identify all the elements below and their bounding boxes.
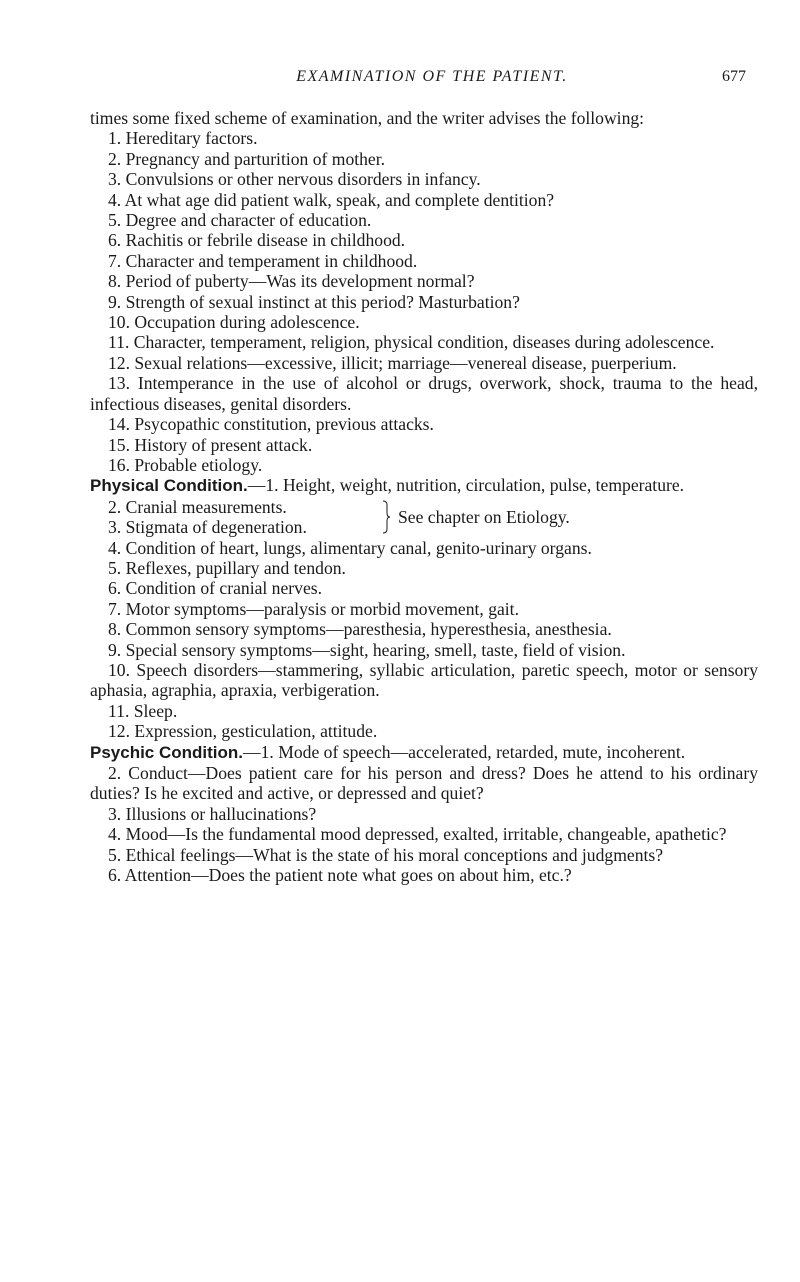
physical-item: 4. Condition of heart, lungs, alimentary canal, genito-urinary organs.: [108, 537, 592, 558]
physical-item: 5. Reflexes, pupillary and tendon.: [108, 557, 346, 578]
history-item: 11. Character, temperament, religion, physical condition, diseases during adolescence.: [108, 332, 715, 353]
history-item: 10. Occupation during adolescence.: [108, 312, 360, 333]
history-item: 4. At what age did patient walk, speak, and complete dentition?: [108, 189, 555, 210]
history-item: 7. Character and temperament in childhood.: [108, 250, 418, 271]
brace-note: See chapter on Etiology.: [398, 506, 570, 527]
psychic-item: 3. Illusions or hallucinations?: [108, 803, 317, 824]
history-item: 3. Convulsions or other nervous disorders in infancy.: [108, 169, 481, 190]
psychic-condition-paragraph: [90, 742, 758, 763]
history-item: 14. Psycopathic constitution, previous attacks.: [108, 414, 434, 435]
physical-condition-heading: Physical Condition.: [90, 476, 248, 496]
curly-brace-icon: [382, 500, 391, 534]
history-item: 15. History of present attack.: [108, 434, 313, 455]
history-item: 16. Probable etiology.: [108, 454, 263, 475]
physical-item: 11. Sleep.: [108, 700, 178, 721]
intro-paragraph: times some fixed scheme of examination, and the writer advises the following:: [90, 108, 645, 128]
physical-item: 6. Condition of cranial nerves.: [108, 578, 323, 599]
psychic-item: 6. Attention—Does the patient note what goes on about him, etc.?: [108, 865, 572, 886]
history-item: 5. Degree and character of education.: [108, 210, 372, 231]
body-text: [90, 108, 758, 885]
running-header: [118, 68, 746, 92]
physical-condition-paragraph: [90, 475, 758, 496]
page-number: 677: [722, 68, 746, 85]
history-item: 2. Pregnancy and parturition of mother.: [108, 148, 386, 169]
psychic-item: 5. Ethical feelings—What is the state of his moral conceptions and judgments?: [108, 844, 664, 865]
psychic-item: 4. Mood—Is the fundamental mood depressed, exalted, irritable, changeable, apathetic?: [108, 824, 727, 845]
history-item: 13. Intemperance in the use of alcohol or drugs, overwork, shock, trauma to the head, infectious diseases, genital disorders.: [90, 373, 758, 414]
physical-item: 12. Expression, gesticulation, attitude.: [108, 721, 378, 742]
braced-items: [90, 497, 758, 538]
psychic-condition-heading: Psychic Condition.: [90, 742, 244, 762]
history-item: 6. Rachitis or febrile disease in childhood.: [108, 230, 406, 251]
physical-item-first: —1. Height, weight, nutrition, circulation, pulse, temperature.: [247, 475, 685, 496]
running-title: EXAMINATION OF THE PATIENT.: [296, 68, 568, 85]
physical-item-braced: 3. Stigmata of degeneration.: [108, 517, 307, 538]
history-item: 9. Strength of sexual instinct at this period? Masturbation?: [108, 291, 520, 312]
physical-item: 7. Motor symptoms—paralysis or morbid movement, gait.: [108, 598, 519, 619]
physical-item: 8. Common sensory symptoms—paresthesia, hyperesthesia, anesthesia.: [108, 619, 612, 640]
physical-item: 9. Special sensory symptoms—sight, hearing, smell, taste, field of vision.: [108, 639, 626, 660]
psychic-item-first: —1. Mode of speech—accelerated, retarded, mute, incoherent.: [243, 741, 686, 762]
history-item: 1. Hereditary factors.: [108, 128, 258, 149]
history-item: 8. Period of puberty—Was its development normal?: [108, 271, 475, 292]
physical-item-braced: 2. Cranial measurements.: [108, 496, 287, 517]
history-item: 12. Sexual relations—excessive, illicit; marriage—venereal disease, puerperium.: [108, 352, 677, 373]
psychic-item: 2. Conduct—Does patient care for his person and dress? Does he attend to his ordinary duties? Is he excited and active, or depressed and quiet?: [90, 762, 758, 804]
physical-item: 10. Speech disorders—stammering, syllabic articulation, paretic speech, motor or sensory aphasia, agraphia, apraxia, verbigeration.: [90, 659, 758, 701]
